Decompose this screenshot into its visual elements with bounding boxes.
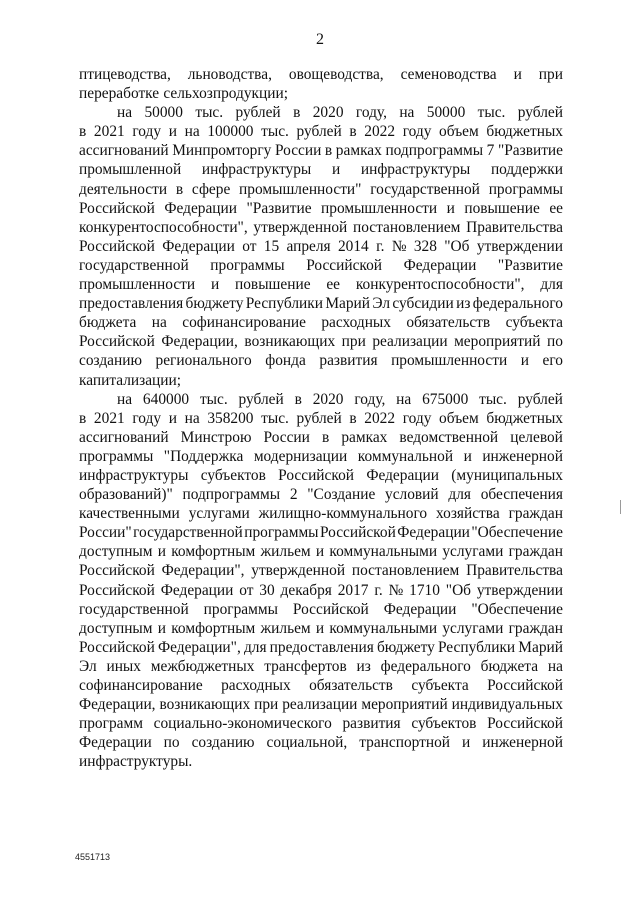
word: возникающих [244,333,336,351]
word: в [324,142,333,160]
word: и [513,66,522,83]
word: рублей [517,390,563,408]
word: для [540,276,563,294]
word: 2020 [312,390,344,408]
word: субъектов [200,466,266,484]
word: году, [354,390,386,408]
word: программы [488,180,563,198]
word: и [157,619,166,637]
word: Федерации [366,466,439,484]
word: рамках [335,142,382,160]
word: комфортным [171,619,256,637]
text-line [79,733,563,752]
word: жильем [260,619,311,637]
word: государственной [79,600,189,618]
word: постановлением [352,218,461,236]
word: Федерации, [161,333,238,351]
word: в [349,123,357,141]
document-body [79,65,563,771]
text-line [79,332,563,351]
word: реализации [372,333,448,351]
word: государственной [370,180,480,198]
word: государственной [79,256,189,274]
word: и [520,352,529,370]
word: 7 [486,142,495,160]
text-line [79,657,563,676]
text-line [79,581,563,600]
word: созданию [79,352,142,370]
word: доступным [79,543,153,561]
text-line [79,676,563,695]
word: и [331,161,341,179]
word: инженерной [482,734,563,752]
word: 2021 [93,123,125,141]
text-line [79,619,563,638]
text-line [79,256,563,275]
word: постановлением [351,562,460,580]
word: на [117,104,133,122]
word: на [399,104,415,122]
word: 2021 [93,409,125,427]
word: Правительства [466,562,563,580]
word: Федерации", [161,562,245,580]
word: в [293,104,301,122]
text-line [79,638,563,657]
word: социально-экономического [153,715,332,733]
word: Эл [79,657,97,675]
word: фонда [265,352,306,370]
word: субъектов [411,715,477,733]
word: услугами [442,543,504,561]
word: федерального [380,657,471,675]
word: бюджета [79,314,137,332]
word: Федерации [162,237,235,255]
word: регионального [155,352,252,370]
word: апреля [286,237,331,255]
word: капитализации; [79,371,182,389]
word: поддержки [490,161,563,179]
word: № [391,237,407,255]
word: созданию [191,734,255,752]
word: доступным [79,619,153,637]
word: ее [549,199,563,217]
text-line [79,752,563,771]
text-line [79,275,563,294]
word: Федерации [160,581,234,599]
word: качественными [79,505,180,523]
word: субъекта [505,314,563,332]
word: льноводства, [187,66,272,83]
word: Федерации", [157,638,241,656]
word: 2 [289,486,298,504]
text-line [79,600,563,619]
word: Минстрою [180,428,252,446]
word: в [175,180,184,198]
word: повышение [464,199,540,217]
word: в [349,409,357,427]
word: тыс. [261,123,289,141]
word: "Развитие [497,142,563,160]
word: инфраструктуры [79,466,189,484]
word: Марий [325,295,371,313]
word: 15 [263,237,280,255]
scan-mark [620,500,621,514]
word: промышленности" [239,180,362,198]
word: овощеводства, [288,66,384,83]
word: "Об [445,581,472,599]
text-line [79,485,563,504]
word: г. [376,237,385,255]
word: реализации [282,696,358,714]
text-line [79,351,563,370]
word: и [315,619,325,637]
text-line [79,294,563,313]
text-line [79,447,563,466]
text-line [79,428,563,447]
word: коммунальными [329,619,438,637]
word: году [402,123,432,141]
word: модернизации [253,447,348,465]
word: хозяйства [436,505,500,523]
word: Российской [487,677,563,694]
word: программ [79,715,143,733]
word: межбюджетных [150,657,255,675]
word: подпрограммы [385,142,484,160]
text-line [79,695,563,714]
word: тыс. [261,409,289,427]
word: № [388,581,404,599]
word: Российской [79,638,155,656]
word: 50000 [144,104,183,122]
word: повышение [235,276,311,294]
text-line [79,313,563,332]
word: для [448,486,471,504]
word: деятельности [79,180,168,198]
word: г. [374,581,383,599]
word: развития [342,715,401,733]
page-number: 2 [316,31,324,48]
word: программы [79,447,154,465]
word: семеноводства [400,66,497,83]
word: утвержденной [253,218,348,236]
word: предоставления [79,295,184,313]
word: иных [106,657,141,675]
word: коммунальной [357,447,454,465]
word: утвержденной [251,562,346,580]
word: "Об [444,237,470,255]
word: "Создание [307,486,376,504]
text-line [79,371,563,390]
word: промышленности [391,352,508,370]
word: программы [203,600,278,618]
word: и [168,123,177,141]
word: Российской [79,237,155,255]
word: обязательств [406,314,491,332]
word: в [321,428,330,446]
word: Российской [292,600,369,618]
word: 328 [413,237,437,255]
word: промышленности [79,276,196,294]
word: "Развитие [246,199,312,217]
word: объем [439,409,479,427]
word: рублей [296,409,342,427]
word: Российской [319,524,396,542]
word: Российской [306,256,383,274]
word: целевой [510,428,563,446]
word: 30 [259,581,275,599]
word: 2017 [337,581,369,599]
word: ведомственной [399,428,499,446]
word: "Обеспечение [471,524,563,542]
word: "Развитие [497,256,563,274]
word: из [456,295,471,313]
word: граждан [508,543,563,561]
word: 2020 [312,104,344,122]
text-line [79,714,563,733]
word: году, [355,104,387,122]
word: 675000 [422,390,469,408]
word: транспортной [359,734,451,752]
word: условий [385,486,439,504]
word: рублей [517,104,563,122]
word: России" [79,524,132,542]
word: и [168,409,177,427]
word: Республики [245,295,323,313]
word: Российской [79,199,155,217]
word: субсидии [392,295,454,313]
word: его [542,352,563,370]
text-line [79,409,563,428]
word: году [132,123,162,141]
word: объем [439,123,479,141]
word: Федерации, [79,696,156,714]
word: и [157,543,166,561]
word: 2014 [337,237,369,255]
word: и [463,447,472,465]
word: федерального [472,295,563,313]
word: услугами [188,505,250,523]
word: в [79,123,87,141]
text-line [79,122,563,141]
word: бюджетных [486,123,563,141]
word: Российской [487,715,563,733]
word: и [315,543,325,561]
word: софинансирование [182,314,306,332]
word: Федерации [403,256,477,274]
word: Федерации [79,734,152,752]
word: на [184,409,200,427]
word: Минпромторгу [172,142,272,160]
text-line [79,160,563,179]
word: промышленной [79,161,182,179]
word: по [546,333,563,351]
word: от [242,237,257,255]
word: Федерации [164,199,238,217]
word: Российской [79,333,155,351]
word: конкурентоспособности", [79,218,248,236]
word: на [547,657,563,675]
word: услугами [442,619,504,637]
word: софинансирование [79,677,203,694]
word: инфраструктуры [360,161,471,179]
word: государственной [133,524,243,542]
text-line [79,504,563,523]
word: и [210,276,220,294]
word: образований)" [79,486,173,504]
word: развития [319,352,378,370]
word: (муниципальных [451,466,563,484]
word: предоставления [269,638,374,656]
word: тыс. [479,390,507,408]
text-line [79,65,563,84]
word: ассигнований [79,142,169,160]
word: при [538,66,563,83]
word: рублей [235,104,281,122]
word: "Обеспечение [471,600,563,618]
text-line [79,180,563,199]
word: Эл [372,295,391,313]
text-line [79,237,563,256]
word: рублей [238,390,284,408]
word: трансфертов [264,657,347,675]
word: году [402,409,432,427]
word: возникающих [159,696,251,714]
word: мероприятий [454,333,541,351]
word: России [274,142,322,160]
word: при [254,696,279,714]
word: от [239,581,254,599]
word: промышленности [321,199,438,217]
word: на [117,390,133,408]
word: утверждении [476,237,563,255]
text-line [79,561,563,580]
word: обязательств [309,677,393,694]
word: рамках [341,428,388,446]
text-line [79,523,563,542]
word: Российской [79,562,155,580]
word: инфраструктуры [201,161,312,179]
word: Правительства [466,218,563,236]
text-line [79,542,563,561]
word: России [263,428,310,446]
word: тыс. [195,104,224,122]
word: по [163,734,180,752]
document-code: 4551713 [75,852,111,862]
word: на [151,314,167,332]
word: комфортным [171,543,256,561]
word: бюджета [480,657,539,675]
word: и [446,199,455,217]
word: мероприятий [361,696,448,714]
word: рублей [296,123,342,141]
word: из [356,657,371,675]
word: сельхозпродукции; [163,85,289,103]
word: сфере [191,180,231,198]
word: субъекта [411,677,469,694]
word: на [184,123,200,141]
word: декабря [280,581,332,599]
word: Федерации [383,600,457,618]
text-line [79,218,563,237]
word: Российской [79,581,155,599]
word: 358200 [207,409,254,427]
word: 640000 [142,390,190,408]
word: обеспечения [480,486,563,504]
word: ее [326,276,341,294]
word: 1710 [409,581,440,599]
word: 50000 [426,104,466,122]
word: переработке [79,85,160,103]
word: жильем [260,543,311,561]
text-line [79,199,563,218]
word: бюджету [376,638,435,656]
word: на [396,390,412,408]
word: для [243,638,267,656]
word: индивидуальных [451,696,563,714]
word: Федерации [397,524,470,542]
word: подпрограммы [182,486,281,504]
word: инженерной [482,447,563,465]
text-line [79,390,563,409]
word: Республики [437,638,516,656]
text-line [79,84,563,103]
word: Марий [518,638,563,656]
text-line [79,141,563,160]
word: 2022 [364,123,396,141]
word: программы [244,524,319,542]
word: птицеводства, [79,66,171,83]
word: ассигнований [79,428,169,446]
word: расходных [221,677,291,694]
word: расходных [321,314,391,332]
word: бюджетных [486,409,563,427]
word: году [132,409,162,427]
word: в [294,390,302,408]
word: 2022 [364,409,396,427]
word: и [462,734,471,752]
word: в [79,409,87,427]
word: при [341,333,366,351]
word: конкурентоспособности", [355,276,525,294]
word: инфраструктуры. [79,753,193,771]
word: "Поддержка [163,447,244,465]
word: бюджету [185,295,244,313]
word: жилищно-коммунального [258,505,428,523]
word: коммунальными [329,543,438,561]
text-line [79,103,563,122]
word: утверждении [476,581,563,599]
word: граждан [508,619,563,637]
word: 100000 [207,123,254,141]
word: тыс. [199,390,228,408]
word: граждан [508,505,563,523]
word: Российской [278,466,355,484]
word: программы [210,256,285,274]
word: социальной, [266,734,348,752]
text-line [79,466,563,485]
word: тыс. [477,104,506,122]
